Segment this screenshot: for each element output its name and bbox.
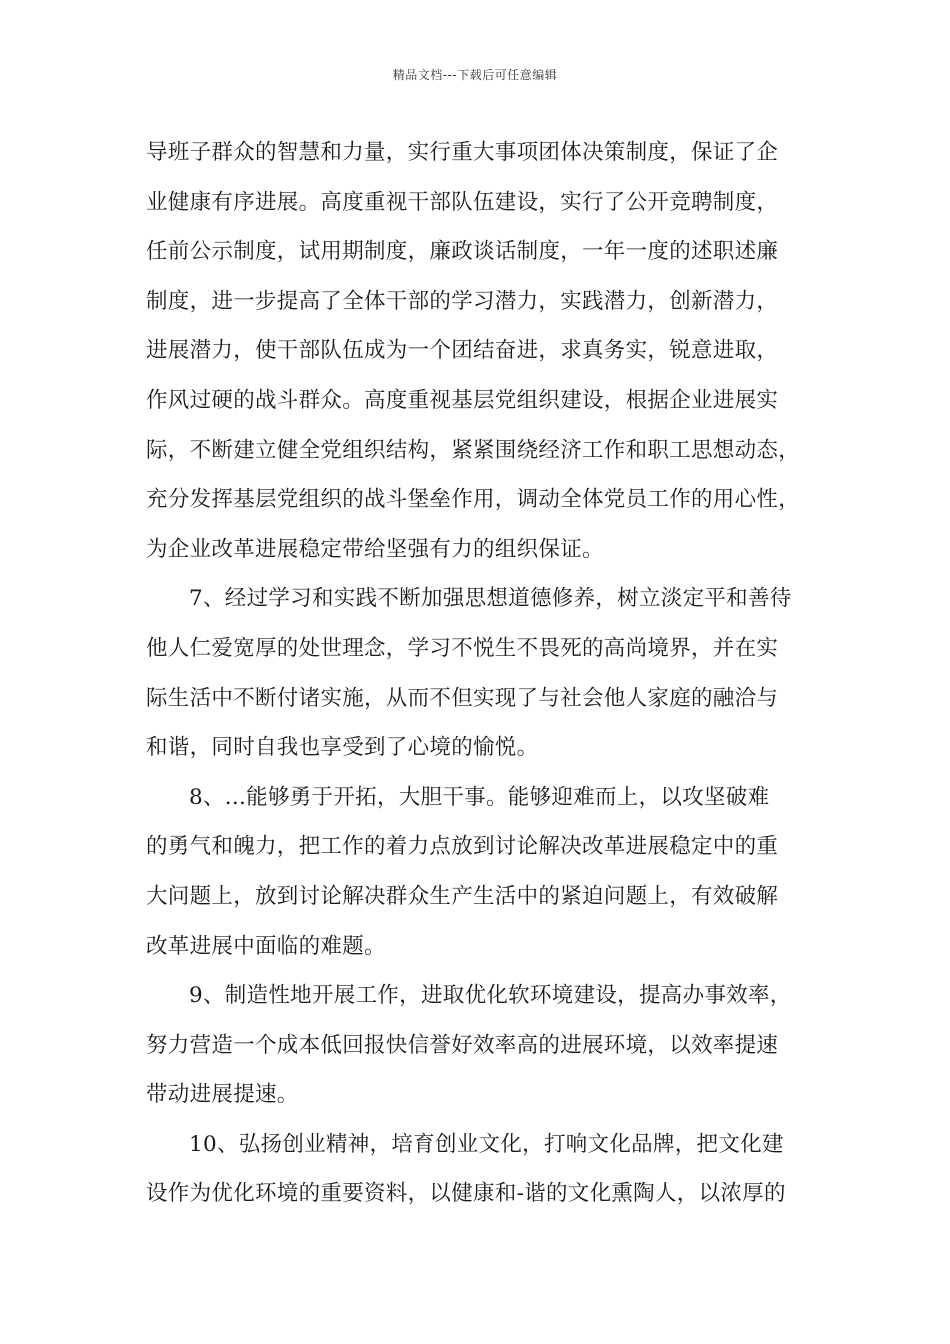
text-line: 际生活中不断付诸实施，从而不但实现了与社会他人家庭的融洽与 [146,685,779,711]
text-line: 际，不断建立健全党组织结构，紧紧围绕经济工作和职工思想动态， [146,437,801,463]
text-line: 努力营造一个成本低回报快信誉好效率高的进展环境，以效率提速 [146,1032,779,1058]
paragraph [146,971,826,1120]
text-line: 进展潜力，使干部队伍成为一个团结奋进，求真务实，锐意进取， [146,338,779,364]
text-line: 的勇气和魄力，把工作的着力点放到讨论解决改革进展稳定中的重 [146,834,779,860]
text-line: 带动进展提速。 [146,1082,299,1108]
text-line: 改革进展中面临的难题。 [146,933,386,959]
text-line: 任前公示制度，试用期制度，廉政谈话制度，一年一度的述职述廉 [146,239,779,265]
text-line: 作风过硬的战斗群众。高度重视基层党组织建设，根据企业进展实 [146,387,779,413]
paragraph [146,128,826,574]
text-line: 9、制造性地开展工作，进取优化软环境建设，提高办事效率， [189,983,792,1009]
text-line: 7、经过学习和实践不断加强思想道德修养，树立淡定平和善待 [189,586,792,612]
text-line: 导班子群众的智慧和力量，实行重大事项团体决策制度，保证了企 [146,140,779,165]
document-body [146,128,826,1219]
text-line: 充分发挥基层党组织的战斗堡垒作用，调动全体党员工作的用心性， [146,487,801,513]
text-line: 他人仁爱宽厚的处世理念，学习不悦生不畏死的高尚境界，并在实 [146,635,779,661]
page-header: 精品文档---下载后可任意编辑 [392,68,558,82]
text-line: 8、...能够勇于开拓，大胆干事。能够迎难而上，以攻坚破难 [189,784,770,810]
text-line: 制度，进一步提高了全体干部的学习潜力，实践潜力，创新潜力， [146,288,779,314]
text-line: 和谐，同时自我也享受到了心境的愉悦。 [146,735,539,761]
paragraph [146,1120,826,1219]
text-line: 10、弘扬创业精神，培育创业文化，打响文化品牌，把文化建 [189,1131,784,1157]
text-line: 大问题上，放到讨论解决群众生产生活中的紧迫问题上，有效破解 [146,883,779,909]
paragraph [146,773,826,971]
text-line: 为企业改革进展稳定带给坚强有力的组织保证。 [146,536,604,562]
text-line: 业健康有序进展。高度重视干部队伍建设，实行了公开竞聘制度， [146,189,779,215]
text-line: 设作为优化环境的重要资料，以健康和-谐的文化熏陶人，以浓厚的 [146,1181,786,1207]
paragraph [146,574,826,772]
